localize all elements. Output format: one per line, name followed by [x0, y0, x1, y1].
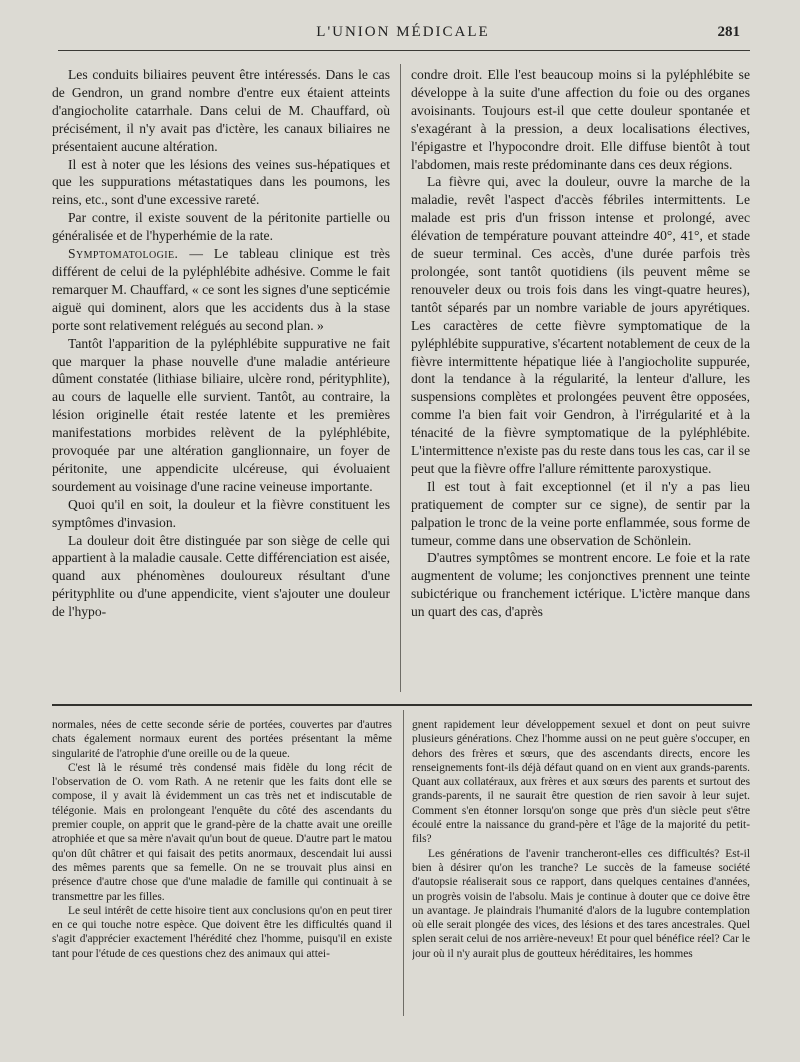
paragraph: La fièvre qui, avec la douleur, ouvre la marche de la maladie, revêt l'aspect d'accès fébriles intermittents. Le malade est pris d'un frisson intense et prolongé, avec élévation de température pouvant atteindre 40°, 41°, et stade de sueur terminal. Ces accès, d'une durée parfois très prolongée, sont tantôt quotidiens (ils peuvent même se renouveler deux ou trois fois dans les vingt-quatre heures), tantôt séparés par un nombre variable de jours apyrétiques. Les caractères de cette fièvre symptomatique de la pyléphlébite suppurative, s'écartent notablement de ceux de la fièvre intermittente hépatique liée à l'angiocholite suppurée, dont la tendance à la régularité, la lenteur d'allure, les suspensions complètes et prolongées peuvent être opposées, comme l'a bien fait voir Gendron, à l'irrégularité et à la ténacité de la fièvre symptomatique de la pyléphlébite. L'intermittence n'existe pas du reste dans tous les cas, car il se peut que la fièvre offre l'allure rémittente paroxystique. [411, 174, 750, 476]
paragraph: C'est là le résumé très condensé mais fidèle du long récit de l'observation de O. vom Rath. A ne retenir que les faits dont elle se compose, il y avait là évidemment un cas très net et indiscutable de télégonie. Mais en prolongeant l'enquête du côté des ascendants du premier couple, on apprit que le grand-père de la chatte avait une oreille atrophiée et que sa mère n'avait qu'un bout de queue. D'autre part le matou qu'on dût châtrer et qui faisait des petits anormaux, descendait lui aussi des mêmes parents que sa femelle. On ne se trouvait plus ainsi en présence d'autre chose que d'une maladie de famille qui continuait à se transmettre par les filles. [52, 761, 392, 903]
page-header [58, 22, 748, 52]
header-rule [58, 50, 750, 51]
column-divider [403, 710, 404, 1016]
paragraph: D'autres symptômes se montrent encore. Le foie et la rate augmentent de volume; les conjonctives prennent une teinte subictérique ou franchement ictérique. L'ictère manque dans un quart des cas, d'après [411, 550, 750, 620]
section-heading: Symptomatologie. [68, 246, 179, 262]
paragraph: gnent rapidement leur développement sexuel et dont on peut suivre plusieurs générations. Chez l'homme aussi on ne peut guère s'occuper, en dehors des frères et sœurs, que des ascendants directs, encore les renseignements font-ils déjà défaut quand on en vient aux grands-parents. Quant aux collatéraux, aux frères et aux sœurs des parents et surtout des grands-parents, il ne saurait être question de rien savoir à leur sujet. Comment s'en étonner lorsqu'on songe que près d'un siècle peut s'être écoulé entre la naissance du grand-père et l'âge de la majorité du petit-fils? [412, 719, 750, 846]
section-text: — Le tableau clinique est très différent de celui de la pyléphlébite adhésive. Comme le fait remarquer M. Chauffard, « ce sont les signes d'une septicémie aiguë qui dominent, alors que les accidents dus à la stase porte sont relativement relégués au second plan. » [52, 246, 390, 333]
section-paragraph-symptomatologie [52, 245, 390, 335]
feuilleton-column-right [412, 718, 750, 1018]
paragraph: Le seul intérêt de cette hisoire tient aux conclusions qu'on en peut tirer en ce qui touche notre espèce. Que doivent être les difficultés quand il s'agit d'apprécier exactement l'hérédité chez l'homme, puisqu'il en existe tant pour l'étude de ces questions chez des animaux qui attei- [52, 904, 392, 960]
article-column-left [52, 66, 390, 692]
feuilleton-column-left [52, 718, 392, 1018]
page-number: 281 [717, 24, 740, 40]
paragraph: Tantôt l'apparition de la pyléphlébite suppurative ne fait que marquer la phase nouvelle d'une maladie antérieure dûment constatée (lithiase biliaire, ulcère rond, pérityphlite), au cours de laquelle elle survient. Tantôt, au contraire, la lésion originelle était restée latente et les premières manifestations morbides relèvent de la pyléphlébite, provoquée par une altération ganglionnaire, un foyer de péritonite, une appendicite ulcéreuse, qui évoluaient sourdement au voisinage d'une racine veineuse importante. [52, 335, 390, 494]
paragraph: Quoi qu'il en soit, la douleur et la fièvre constituent les symptômes d'invasion. [52, 496, 390, 530]
paragraph: Par contre, il existe souvent de la péritonite partielle ou généralisée et de l'hyperhémie de la rate. [52, 210, 390, 244]
paragraph: Il est à noter que les lésions des veines sus-hépatiques et que les suppurations métastatiques dans les poumons, les reins, etc., sont d'une excessive rareté. [52, 156, 390, 208]
column-divider [400, 64, 401, 692]
paragraph: condre droit. Elle l'est beaucoup moins si la pyléphlébite se développe à la suite d'une affection du foie ou des organes avoisinants. Toujours est-il que cette douleur spontanée et s'exagérant à la pression, a deux localisations électives, l'épigastre et l'hypocondre droit. Elle diffuse bientôt à tout l'abdomen, mais reste prédominante dans ces deux régions. [411, 67, 750, 172]
paragraph: Il est tout à fait exceptionnel (et il n'y a pas lieu pratiquement de compter sur ce signe), de sentir par la palpation le tronc de la veine porte enflammée, sous forme de tumeur, comme dans une observation de Schönlein. [411, 478, 750, 548]
journal-title: L'UNION MÉDICALE [316, 24, 490, 40]
article-column-right [411, 66, 750, 692]
paragraph: La douleur doit être distinguée par son siège de celle qui appartient à la maladie causale. Cette différenciation est aisée, quand aux phénomènes douloureux résultant d'une pérityphlite ou d'une appendicite, vient s'ajouter une douleur de l'hypo- [52, 532, 390, 620]
paragraph: Les conduits biliaires peuvent être intéressés. Dans le cas de Gendron, un grand nombre d'entre eux étaient atteints d'angiocholite catarrhale. Dans celui de M. Chauffard, où précisément, il n'y avait pas d'ictère, les canaux biliaires ne présentaient aucune altération. [52, 67, 390, 154]
paragraph: normales, nées de cette seconde série de portées, couvertes par d'autres chats également normaux eurent des portées présentant la même singularité de l'atrophie d'une oreille ou de la queue. [52, 719, 392, 760]
paragraph: Les générations de l'avenir trancheront-elles ces difficultés? Est-il bien à désirer qu'on les tranche? Le succès de la fameuse société d'autopsie réaliserait sous ce rapport, dans quelques centaines d'années, un progrès voisin de l'absolu. Mais je continue à douter que ce doive être un avantage. Je plaindrais l'humanité d'alors de la lugubre contemplation où elle serait plongée des vices, des lésions et des tares ancestrales. Quel splen serait celui de nos arrière-neveux! Et pour quel bénéfice réel? Car le jour où il n'y aurait plus de goutteux héréditaires, les hommes [412, 847, 750, 960]
section-divider-rule [52, 704, 752, 706]
